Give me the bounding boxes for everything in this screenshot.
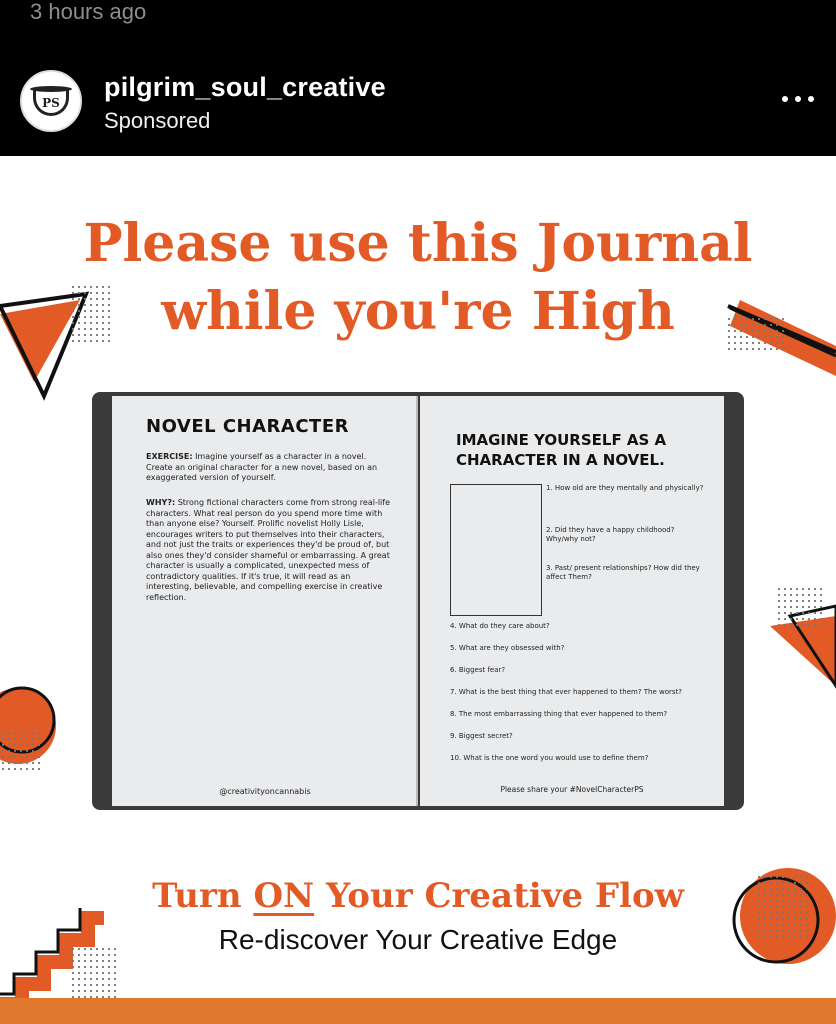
avatar[interactable]: [20, 70, 82, 132]
share-hashtag: Please share your #NovelCharacterPS: [500, 785, 644, 794]
tagline-pre: Turn: [152, 876, 254, 916]
username-link[interactable]: pilgrim_soul_creative: [104, 72, 386, 102]
post-timestamp: 3 hours ago: [30, 0, 147, 24]
more-options-icon[interactable]: [776, 86, 820, 110]
avatar-initials: PS: [42, 96, 60, 110]
side-question: 2. Did they have a happy childhood? Why/why not?: [546, 526, 675, 543]
question-item: 6. Biggest fear?: [450, 666, 506, 674]
left-page-title: NOVEL CHARACTER: [146, 416, 349, 437]
headline-line-2: while you're High: [161, 281, 675, 342]
dot-pattern: [0, 730, 40, 774]
post-header: [0, 0, 836, 156]
dot-pattern: [70, 284, 114, 344]
cta-bar[interactable]: [0, 998, 836, 1024]
exercise-label: EXERCISE:: [146, 452, 193, 461]
right-page-title: IMAGINE YOURSELF AS A CHARACTER IN A NOVEL.: [456, 431, 667, 469]
tagline-post: Your Creative Flow: [314, 876, 684, 916]
character-sketch-box: [450, 484, 542, 616]
why-paragraph: [146, 498, 394, 603]
journal-left-page: [112, 396, 418, 806]
ad-image[interactable]: [0, 156, 836, 1024]
why-text: Strong fictional characters come from strong real-life characters. What real person do you spend more time with than anyone else? Yourself. Prolific novelist Holly Lisle, encourages writers to put themselves into their characters, and not just the traits or experiences they'd be proud of, but also ones they'd consider shameful or embarrassing. A great character is usually a complicated, unexpected mess of contradictory qualities. If it's true, it will read as an interesting, believable, and compelling exercise in creative reflection.: [146, 498, 391, 602]
question-item: 7. What is the best thing that ever happened to them? The worst?: [450, 688, 683, 696]
why-label: WHY?:: [146, 498, 176, 507]
question-item: 8. The most embarrassing thing that ever happened to them?: [450, 710, 668, 718]
exercise-text: Imagine yourself as a character in a novel. Create an original character for a new novel, based on an exaggerated version of yourself.: [146, 452, 378, 482]
page-handle: @creativityoncannabis: [219, 787, 311, 796]
dot-pattern: [726, 316, 786, 352]
dot-pattern: [776, 586, 826, 626]
sponsored-label: Sponsored: [104, 108, 211, 133]
subtagline: Re-discover Your Creative Edge: [218, 924, 618, 955]
question-item: 9. Biggest secret?: [450, 732, 513, 740]
question-item: 4. What do they care about?: [450, 622, 550, 630]
tagline: [0, 874, 836, 918]
journal-right-page: [420, 396, 724, 806]
exercise-paragraph: [146, 452, 394, 484]
question-item: 5. What are they obsessed with?: [450, 644, 565, 652]
headline-line-1: Please use this Journal: [83, 213, 753, 274]
side-question: 3. Past/ present relationships? How did they affect Them?: [546, 564, 700, 581]
side-question: 1. How old are they mentally and physically?: [546, 484, 704, 492]
question-item: 10. What is the one word you would use to define them?: [450, 754, 649, 762]
tagline-on: ON: [253, 876, 315, 916]
